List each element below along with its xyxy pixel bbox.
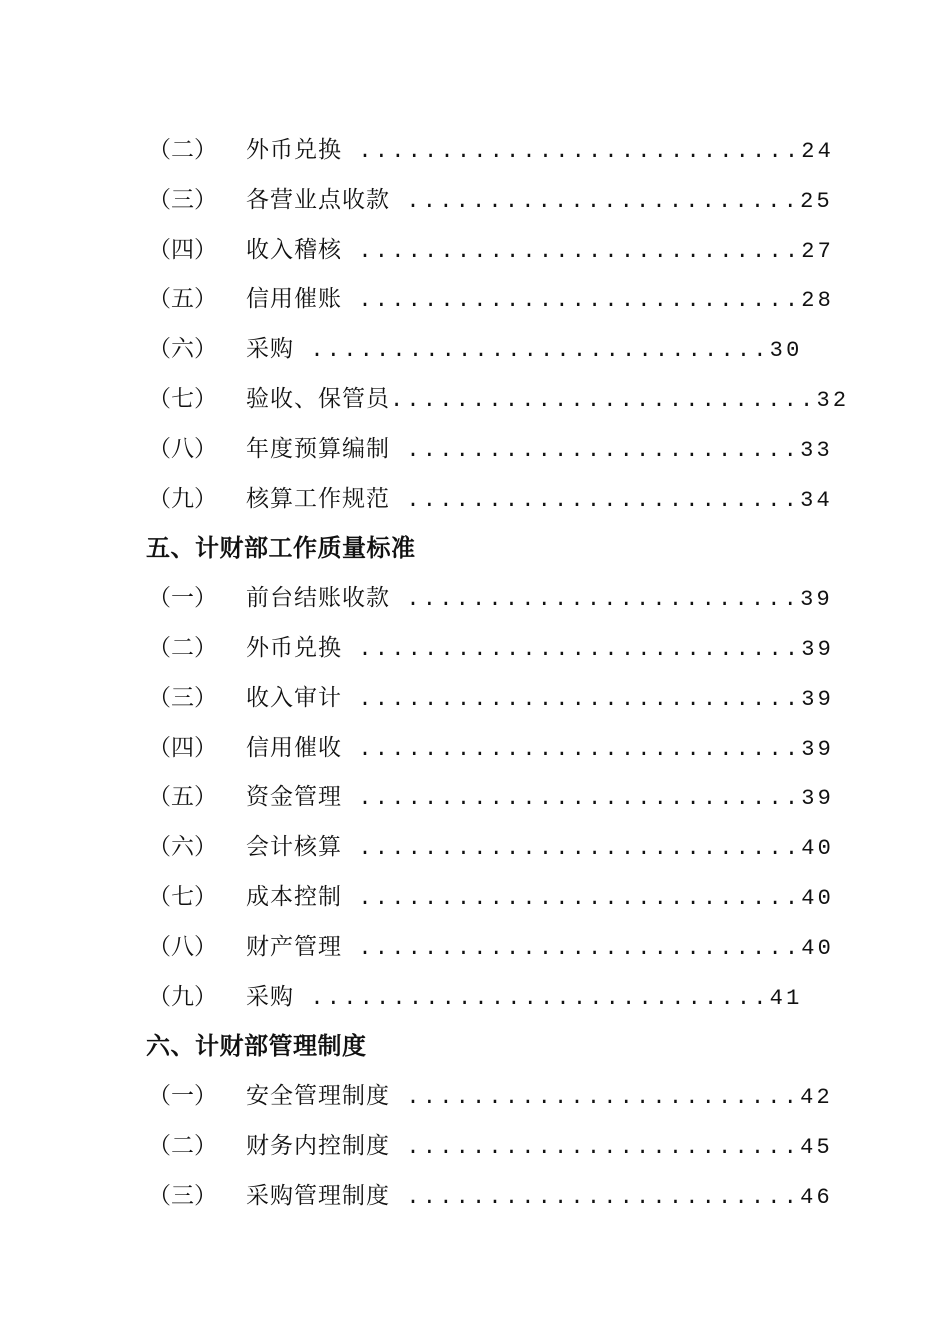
toc-dot-leader: ...........................: [342, 885, 802, 911]
toc-page-number: 40: [801, 935, 835, 961]
toc-dot-leader: ........................: [390, 1134, 801, 1160]
toc-page-number: 39: [801, 786, 835, 812]
toc-dot-leader: ...........................: [342, 935, 802, 961]
toc-entry-body: [246, 574, 833, 625]
toc-entry-body: [246, 176, 833, 227]
toc-page-number: 40: [801, 885, 835, 911]
toc-entry-body: [246, 425, 833, 476]
toc-dot-leader: ...........................: [342, 238, 802, 264]
toc-page-number: 24: [801, 139, 835, 164]
toc-entry-body: [246, 1172, 833, 1223]
toc-entry-number: （三）: [148, 186, 217, 213]
toc-entry-number: （二）: [148, 137, 217, 163]
toc-dot-leader: ...........................: [342, 786, 802, 812]
toc-entry-title: 收入审计: [246, 684, 342, 711]
toc-entry[interactable]: [0, 226, 950, 276]
toc-entry-body: [246, 226, 834, 277]
toc-dot-leader: ...........................: [342, 686, 802, 712]
toc-entry-number: （四）: [148, 734, 217, 761]
toc-page-number: 32: [816, 387, 850, 413]
toc-entry-title: 核算工作规范: [246, 485, 390, 512]
toc-entry-title: 采购: [246, 336, 294, 363]
toc-entry-number: （四）: [148, 236, 217, 263]
toc-section-heading[interactable]: [0, 1022, 950, 1072]
toc-entry[interactable]: [0, 126, 950, 176]
toc-entry-title: 采购管理制度: [246, 1182, 390, 1209]
toc-entry-number: （一）: [148, 1083, 217, 1110]
toc-entry-title: 外币兑换: [246, 634, 342, 661]
toc-entry[interactable]: [0, 1122, 950, 1172]
toc-entry-title: 资金管理: [246, 784, 342, 811]
toc-heading-text: 五、计财部工作质量标准: [146, 534, 416, 563]
toc-entry[interactable]: [0, 1072, 950, 1122]
toc-entry-number: （八）: [148, 435, 217, 462]
toc-page-number: 45: [800, 1134, 833, 1160]
toc-entry[interactable]: [0, 574, 950, 624]
toc-entry-body: [246, 624, 834, 675]
toc-entry[interactable]: [0, 674, 950, 724]
toc-dot-leader: ...........................: [342, 139, 802, 164]
toc-dot-leader: ........................: [390, 1085, 801, 1111]
toc-page-number: 39: [801, 686, 835, 712]
toc-page-number: 39: [800, 587, 833, 613]
toc-dot-leader: ...........................: [342, 288, 802, 314]
toc-entry[interactable]: [0, 1172, 950, 1222]
toc-page-number: 30: [769, 338, 803, 364]
table-of-contents: [0, 126, 950, 1222]
toc-page-number: 41: [769, 985, 803, 1011]
toc-page-number: 40: [801, 836, 835, 862]
toc-entry-title: 会计核算: [246, 834, 342, 861]
toc-entry-title: 信用催收: [246, 734, 342, 761]
toc-page-number: 33: [800, 437, 833, 463]
toc-entry[interactable]: [0, 375, 950, 425]
toc-entry[interactable]: [0, 773, 950, 823]
toc-entry-number: （九）: [148, 485, 217, 512]
toc-dot-leader: ........................: [390, 1184, 801, 1210]
toc-entry-number: （六）: [148, 834, 217, 861]
toc-entry-body: [246, 1122, 833, 1173]
toc-entry-body: [246, 923, 834, 974]
toc-entry-number: （三）: [148, 1182, 217, 1209]
toc-entry-title: 信用催账: [246, 286, 342, 313]
toc-entry-number: （九）: [148, 983, 217, 1010]
toc-entry[interactable]: [0, 823, 950, 873]
toc-entry-title: 收入稽核: [246, 236, 342, 263]
toc-section-heading[interactable]: [0, 524, 950, 574]
toc-entry[interactable]: [0, 973, 950, 1023]
toc-entry[interactable]: [0, 724, 950, 774]
toc-entry-number: （一）: [148, 585, 217, 612]
toc-entry-body: [246, 1072, 833, 1123]
toc-entry-title: 各营业点收款: [246, 186, 390, 213]
toc-entry-title: 采购: [246, 983, 294, 1010]
toc-entry[interactable]: [0, 475, 950, 525]
toc-entry-body: [246, 275, 834, 326]
toc-heading-text: 六、计财部管理制度: [146, 1032, 367, 1061]
toc-entry-body: [246, 126, 834, 177]
toc-entry-number: （七）: [148, 385, 217, 412]
toc-entry[interactable]: [0, 425, 950, 475]
toc-entry-body: [246, 773, 834, 824]
toc-entry-title: 年度预算编制: [246, 435, 390, 462]
toc-entry-body: [246, 873, 834, 924]
toc-entry-number: （五）: [148, 784, 217, 811]
toc-entry-body: [246, 375, 849, 426]
toc-entry-body: [246, 475, 833, 526]
toc-dot-leader: ........................: [390, 188, 801, 214]
toc-dot-leader: ...........................: [342, 836, 802, 862]
toc-entry[interactable]: [0, 325, 950, 375]
toc-dot-leader: ........................: [390, 587, 801, 613]
toc-entry-title: 前台结账收款: [246, 585, 390, 612]
toc-entry-title: 财产管理: [246, 933, 342, 960]
toc-entry-title: 财务内控制度: [246, 1132, 390, 1159]
toc-page-number: 46: [800, 1184, 833, 1210]
toc-entry-number: （三）: [148, 684, 217, 711]
toc-page-number: 25: [800, 188, 833, 214]
toc-entry-body: [246, 674, 834, 725]
toc-entry-body: [246, 325, 802, 376]
toc-entry-body: [246, 724, 834, 775]
toc-entry-number: （六）: [148, 336, 217, 363]
toc-entry[interactable]: [0, 923, 950, 973]
toc-entry-number: （二）: [148, 634, 217, 661]
toc-page-number: 39: [801, 736, 835, 762]
toc-dot-leader: ...........................: [342, 636, 802, 662]
toc-page-number: 39: [801, 636, 835, 662]
toc-dot-leader: ..........................: [390, 387, 817, 413]
toc-page-number: 42: [800, 1085, 833, 1111]
toc-dot-leader: ............................: [294, 985, 770, 1011]
toc-page-number: 34: [800, 487, 833, 513]
toc-entry-body: [246, 973, 802, 1024]
toc-entry-number: （八）: [148, 933, 217, 960]
toc-entry[interactable]: [0, 873, 950, 923]
toc-dot-leader: ............................: [294, 338, 770, 364]
toc-entry[interactable]: [0, 275, 950, 325]
toc-entry-title: 安全管理制度: [246, 1083, 390, 1110]
toc-dot-leader: ...........................: [342, 736, 802, 762]
toc-entry[interactable]: [0, 624, 950, 674]
toc-entry-title: 成本控制: [246, 883, 342, 910]
toc-entry-title: 验收、保管员: [246, 385, 390, 412]
toc-entry[interactable]: [0, 176, 950, 226]
toc-dot-leader: ........................: [390, 437, 801, 463]
toc-page-number: 28: [801, 288, 835, 314]
toc-page-number: 27: [801, 238, 835, 264]
toc-entry-number: （二）: [148, 1132, 217, 1159]
toc-entry-number: （五）: [148, 286, 217, 313]
toc-dot-leader: ........................: [390, 487, 801, 513]
toc-entry-number: （七）: [148, 883, 217, 910]
toc-entry-title: 外币兑换: [246, 137, 342, 163]
toc-entry-body: [246, 823, 834, 874]
